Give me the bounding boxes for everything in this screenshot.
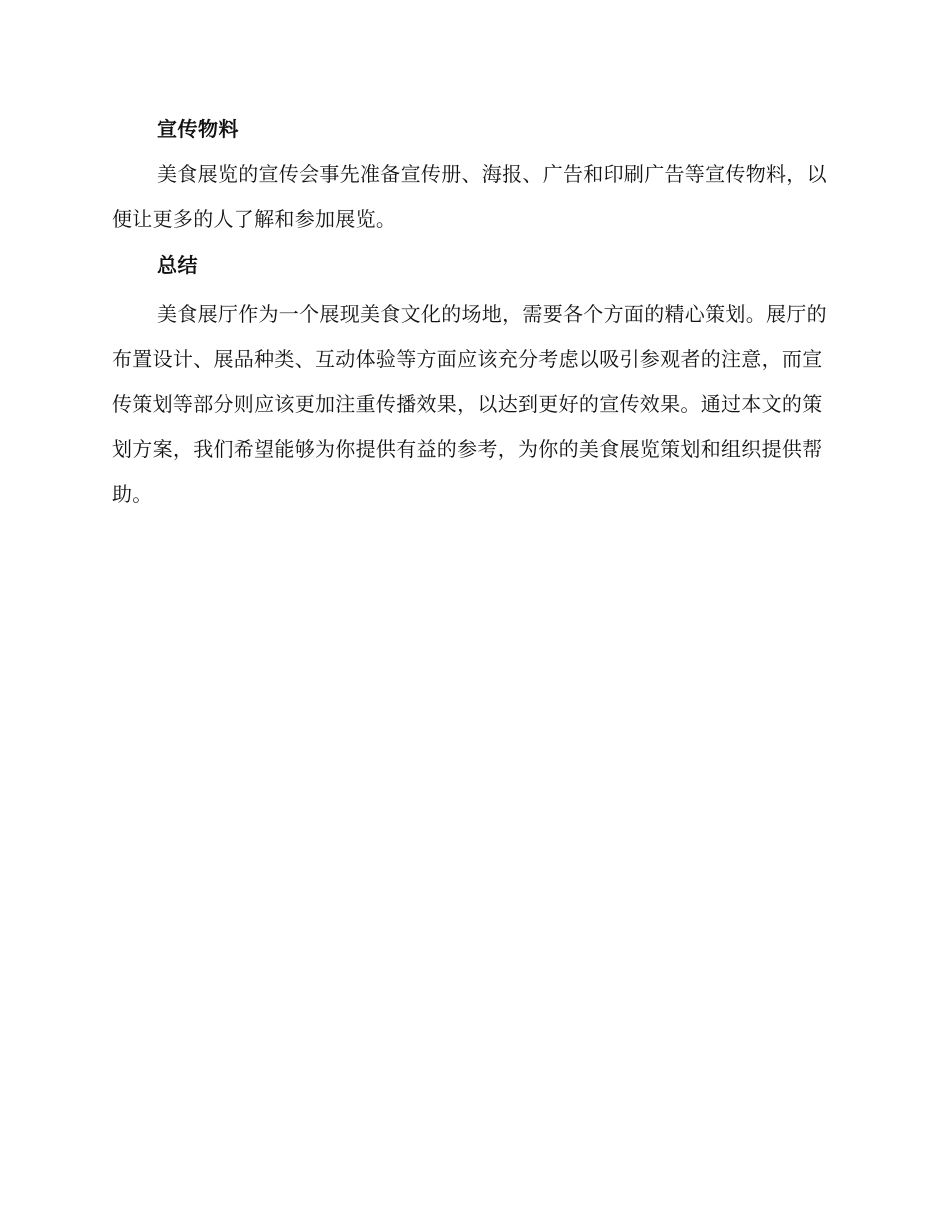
section-summary: [112, 244, 832, 517]
section-paragraph: 美食展览的宣传会事先准备宣传册、海报、广告和印刷广告等宣传物料，以便让更多的人了解和参加展览。: [112, 162, 827, 231]
section-paragraph: 美食展厅作为一个展现美食文化的场地，需要各个方面的精心策划。展厅的布置设计、展品种类、互动体验等方面应该充分考虑以吸引参观者的注意，而宣传策划等部分则应该更加注重传播效果，以达到更好的宣传效果。通过本文的策划方案，我们希望能够为你提供有益的参考，为你的美食展览策划和组织提供帮助。: [112, 302, 827, 506]
section-promotional-materials: [112, 108, 832, 242]
section-heading: 总结: [157, 253, 198, 277]
document-content: [112, 108, 832, 517]
section-heading: 宣传物料: [157, 117, 239, 141]
